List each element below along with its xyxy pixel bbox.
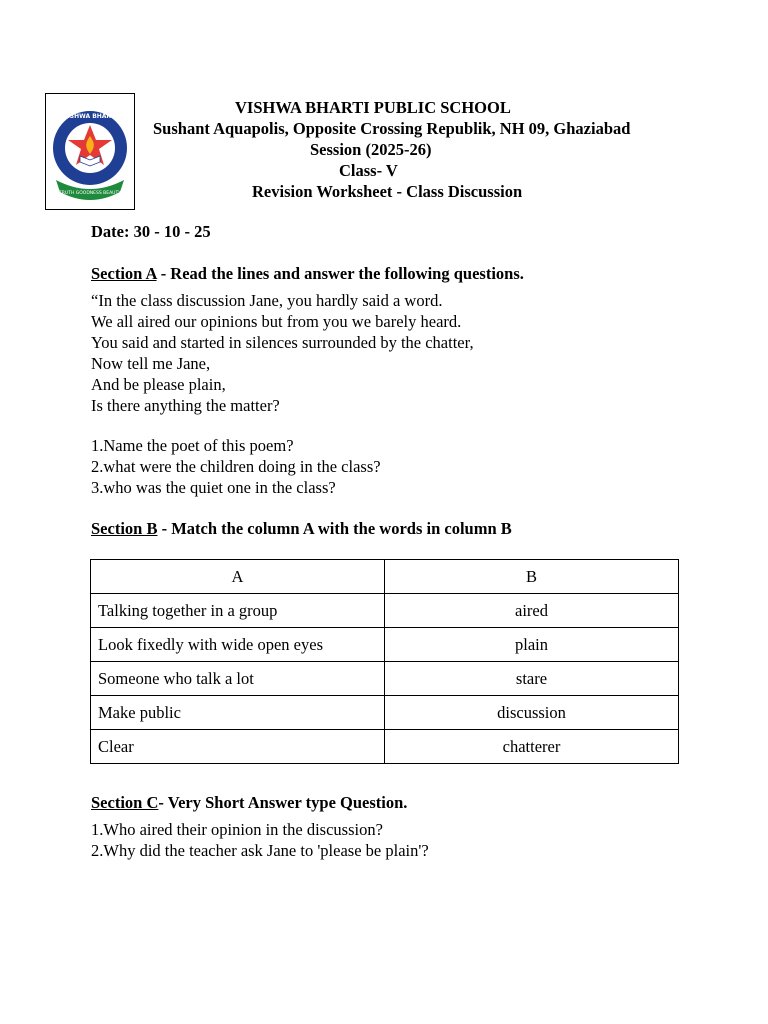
worksheet-title: Revision Worksheet - Class Discussion	[252, 182, 523, 201]
session-line: Session (2025-26)	[310, 140, 432, 159]
question-item: 1.Who aired their opinion in the discussion?	[91, 820, 383, 839]
svg-text:TRUTH GOODNESS BEAUTY: TRUTH GOODNESS BEAUTY	[59, 190, 121, 196]
column-a-cell: Make public	[91, 696, 385, 730]
poem-excerpt	[91, 290, 474, 416]
column-a-cell: Talking together in a group	[91, 594, 385, 628]
section-c-heading	[91, 793, 407, 813]
column-a-cell: Look fixedly with wide open eyes	[91, 628, 385, 662]
poem-line: “In the class discussion Jane, you hardly said a word.	[91, 291, 443, 310]
table-row	[91, 730, 679, 764]
section-a-heading	[91, 264, 524, 284]
column-b-cell: stare	[385, 662, 679, 696]
column-a-cell: Someone who talk a lot	[91, 662, 385, 696]
svg-text:VISHWA BHARTI: VISHWA BHARTI	[62, 112, 118, 120]
school-logo-frame	[45, 93, 135, 210]
section-c-label: Section C	[91, 793, 159, 812]
date-line: Date: 30 - 10 - 25	[91, 222, 211, 241]
school-address: Sushant Aquapolis, Opposite Crossing Republik, NH 09, Ghaziabad	[153, 119, 631, 138]
section-a-label: Section A	[91, 264, 157, 283]
table-header-row	[91, 560, 679, 594]
section-c-instruction: - Very Short Answer type Question.	[158, 793, 408, 812]
column-b-cell: aired	[385, 594, 679, 628]
question-item: 2.what were the children doing in the class?	[91, 457, 381, 476]
table-row	[91, 696, 679, 730]
class-line: Class- V	[339, 161, 398, 180]
column-b-header: B	[385, 560, 679, 594]
section-c-questions	[91, 819, 429, 861]
section-b-heading	[91, 519, 512, 539]
poem-line: We all aired our opinions but from you we barely heard.	[91, 312, 462, 331]
column-b-cell: plain	[385, 628, 679, 662]
poem-line: You said and started in silences surrounded by the chatter,	[91, 333, 474, 352]
question-item: 1.Name the poet of this poem?	[91, 436, 294, 455]
table-row	[91, 594, 679, 628]
poem-line: Is there anything the matter?	[91, 396, 280, 415]
match-table	[90, 559, 679, 764]
column-a-header: A	[91, 560, 385, 594]
section-b-label: Section B	[91, 519, 158, 538]
column-b-cell: chatterer	[385, 730, 679, 764]
section-a-instruction: - Read the lines and answer the following questions.	[156, 264, 524, 283]
section-a-questions	[91, 435, 381, 498]
table-row	[91, 662, 679, 696]
poem-line: And be please plain,	[91, 375, 226, 394]
school-name: VISHWA BHARTI PUBLIC SCHOOL	[235, 98, 511, 117]
column-a-cell: Clear	[91, 730, 385, 764]
table-row	[91, 628, 679, 662]
poem-line: Now tell me Jane,	[91, 354, 211, 373]
section-b-instruction: - Match the column A with the words in column B	[157, 519, 512, 538]
question-item: 2.Why did the teacher ask Jane to 'please be plain'?	[91, 841, 429, 860]
question-item: 3.who was the quiet one in the class?	[91, 478, 336, 497]
school-logo	[50, 98, 130, 206]
column-b-cell: discussion	[385, 696, 679, 730]
